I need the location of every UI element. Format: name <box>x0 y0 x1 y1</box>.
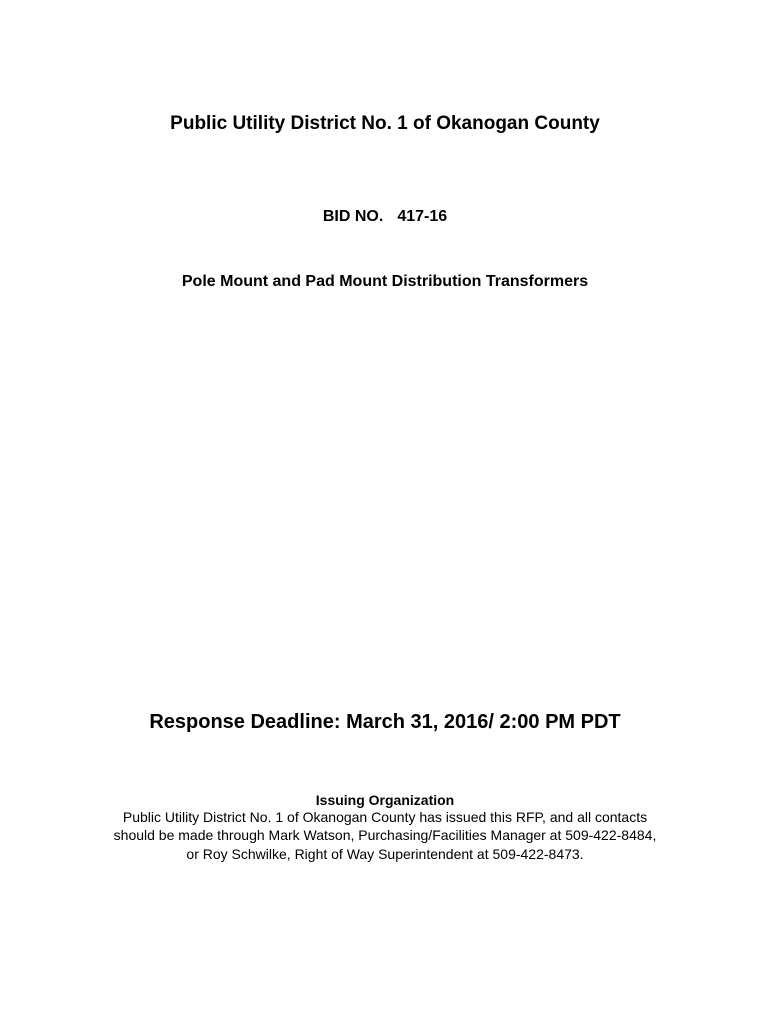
issuing-organization-heading: Issuing Organization <box>315 792 455 808</box>
organization-title: Public Utility District No. 1 of Okanogan County <box>170 113 600 134</box>
bid-subject: Pole Mount and Pad Mount Distribution Transformers <box>181 273 589 290</box>
bid-number-line <box>0 208 770 226</box>
issuing-organization-text-line: Public Utility District No. 1 of Okanogan County has issued this RFP, and all contacts <box>122 809 648 825</box>
issuing-organization-text-line: should be made through Mark Watson, Purchasing/Facilities Manager at 509-422-8484, <box>113 827 657 843</box>
response-deadline: Response Deadline: March 31, 2016/ 2:00 PM PDT <box>149 711 621 733</box>
bid-number: 417-16 <box>397 208 448 225</box>
bid-label: BID NO. <box>322 208 384 225</box>
issuing-organization-text-line: or Roy Schwilke, Right of Way Superintendent at 509-422-8473. <box>186 846 584 862</box>
